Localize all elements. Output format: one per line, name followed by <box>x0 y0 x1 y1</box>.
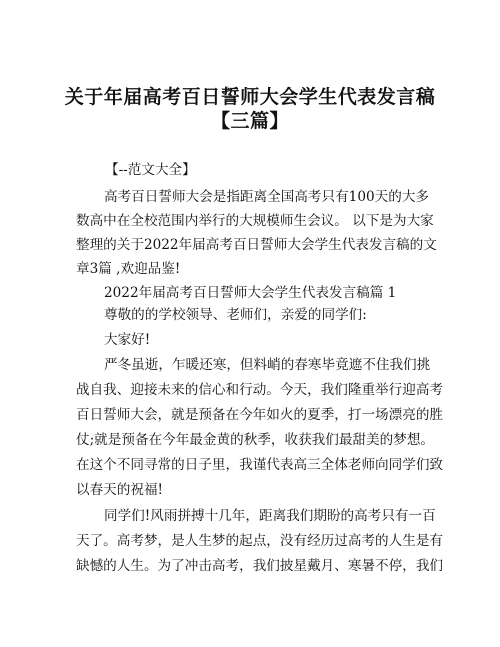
body-line: 战自我、迎接未来的信心和行动。今天，我们隆重举行迎高考 <box>76 382 444 398</box>
section-heading: 2022年届高考百日誓师大会学生代表发言稿篇 1 <box>104 285 397 301</box>
body-line: 严冬虽逝，乍暖还寒，但料峭的春寒毕竟遮不住我们挑 <box>104 357 431 373</box>
body-line: 章3篇 ,欢迎品鉴! <box>76 261 181 277</box>
salutation: 尊敬的的学校领导、老师们，亲爱的同学们: <box>104 307 367 323</box>
document-title-suffix: 【三篇】 <box>210 110 289 132</box>
body-line: 缺憾的人生。为了冲击高考，我们披星戴月、寒暑不停，我们 <box>76 558 444 574</box>
body-line: 整理的关于2022年届高考百日誓师大会学生代表发言稿的文 <box>76 237 437 253</box>
body-line: 在这个不同寻常的日子里，我谨代表高三全体老师向同学们致 <box>76 457 444 473</box>
body-line: 百日誓师大会，就是预备在今年如火的夏季，打一场漂亮的胜 <box>76 407 444 423</box>
body-line: 高考百日誓师大会是指距离全国高考只有100天的大多 <box>104 189 430 205</box>
body-line: 天了。高考梦，是人生梦的起点，没有经历过高考的人生是有 <box>76 533 444 549</box>
body-line: 同学们!风雨拼搏十几年，距离我们期盼的高考只有一百 <box>104 508 436 524</box>
body-line: 仗;就是预备在今年最金黄的秋季，收获我们最甜美的梦想。 <box>76 432 435 448</box>
greeting: 大家好! <box>104 332 151 348</box>
body-line: 数高中在全校范围内举行的大规模师生会议。 以下是为大家 <box>76 213 434 229</box>
body-line: 以春天的祝福! <box>76 482 164 498</box>
document-title: 关于年届高考百日誓师大会学生代表发言稿 <box>64 86 436 108</box>
source-tag: 【--范文大全】 <box>105 162 196 178</box>
